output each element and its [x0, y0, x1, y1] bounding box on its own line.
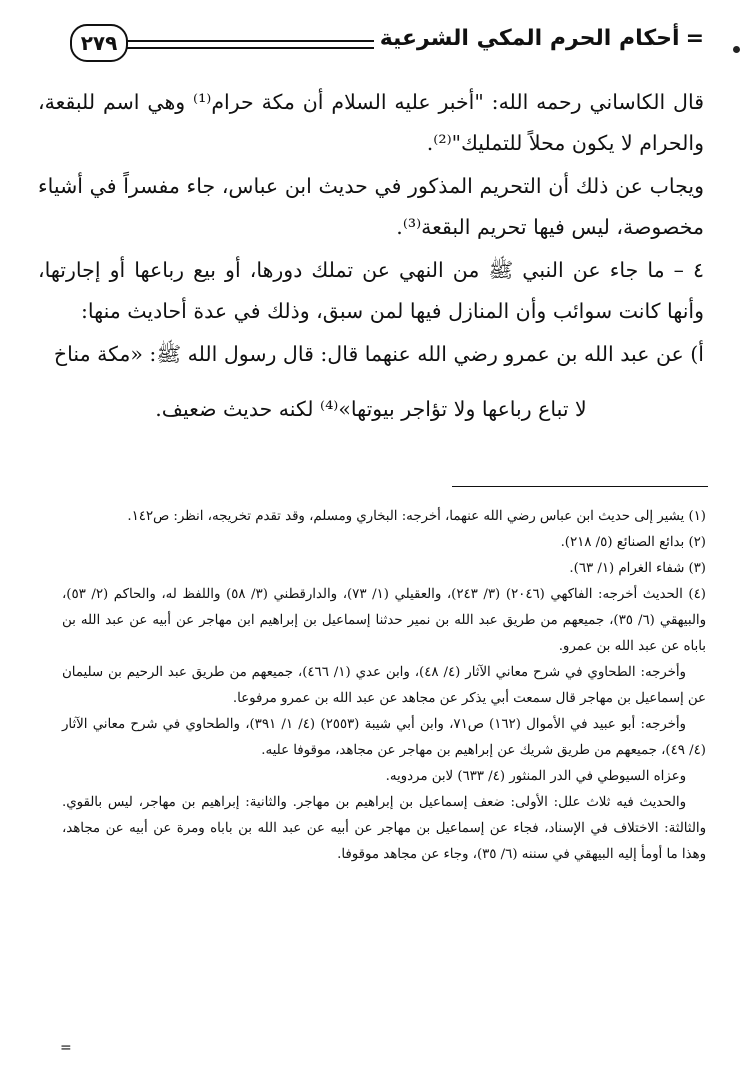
- body-paragraph: قال الكاساني رحمه الله: "أخبر عليه السلام أن مكة حرام⁽¹⁾ وهي اسم للبقعة، والحرام لا يكون محلاً للتمليك"⁽²⁾.: [38, 90, 704, 155]
- footnote: (٣) شفاء الغرام (١/ ٦٣).: [569, 561, 706, 576]
- body-paragraph-last: لا تباع رباعها ولا تؤاجر بيوتها»⁽⁴⁾ لكنه حديث ضعيف.: [155, 397, 587, 421]
- header-dash: =: [685, 26, 704, 51]
- footnote: (١) يشير إلى حديث ابن عباس رضي الله عنهما، أخرجه: البخاري ومسلم، وقد تقدم تخريجه، انظر: ص١٤٢.: [127, 509, 706, 524]
- footnote-continuation: وأخرجه: أبو عبيد في الأموال (١٦٢) ص٧١، وابن أبي شيبة (٢٥٥٣) (٤/ ١/ ٣٩١)، والطحاوي في شرح معاني الآثار (٤/ ٤٩)، جميعهم من طريق شريك عن إبراهيم بن مهاجر عن مجاهد، موقوفا عليه.: [62, 717, 706, 758]
- page-bottom-mark: =: [60, 1040, 72, 1056]
- footnote-continuation: وعزاه السيوطي في الدر المنثور (٤/ ٦٣٣) لابن مردويه.: [385, 769, 686, 784]
- footnote-separator: [452, 486, 708, 487]
- page-title: [374, 26, 710, 51]
- body-paragraph: ويجاب عن ذلك أن التحريم المذكور في حديث ابن عباس، جاء مفسراً في أشياء مخصوصة، ليس فيها تحريم البقعة⁽³⁾.: [38, 174, 704, 239]
- header-title-text: أحكام الحرم المكي الشرعية: [379, 26, 680, 51]
- footnote: (٢) بدائع الصنائع (٥/ ٢١٨).: [560, 535, 706, 550]
- footnotes: [62, 504, 706, 868]
- footnote-continuation: وأخرجه: الطحاوي في شرح معاني الآثار (٤/ ٤٨)، وابن عدي (١/ ٤٦٦)، جميعهم من طريق عبد الرحيم بن سليمان عن إسماعيل بن مهاجر قال سمعت أبي يذكر عن مجاهد عن عبد الله بن عمرو مرفوعا.: [62, 665, 706, 706]
- edge-mark: [733, 46, 740, 53]
- main-text: [38, 82, 704, 432]
- footnote-continuation: والحديث فيه ثلاث علل: الأولى: ضعف إسماعيل بن إبراهيم بن مهاجر. والثانية: إبراهيم بن مهاجر، ليس بالقوي. والثالثة: الاختلاف في الإسناد، فجاء عن إسماعيل بن مهاجر عن أبيه عن عبد الله بن باباه ومرة عن أبيه عن مجاهد، وهذا ما أومأ إليه البيهقي في سننه (٦/ ٣٥)، وجاء عن مجاهد موقوفا.: [62, 795, 706, 862]
- footnote: (٤) الحديث أخرجه: الفاكهي (٢٠٤٦) (٣/ ٢٤٣)، والعقيلي (١/ ٧٣)، والدارقطني (٣/ ٥٨) واللفظ له، والحاكم (٢/ ٥٣)، والبيهقي (٦/ ٣٥)، جميعهم من طريق عبد الله بن نمير حدثنا إسماعيل بن إبراهيم ابن مهاجر عن أبيه عن عبد الله بن باباه عن عبد الله بن عمرو.: [62, 587, 706, 654]
- body-paragraph: ٤ – ما جاء عن النبي ﷺ من النهي عن تملك دورها، أو بيع رباعها أو إجارتها، وأنها كانت سوائب وأن المنازل فيها لمن سبق، وذلك في عدة أحاديث منها:: [38, 258, 704, 323]
- page-number: ٢٧٩: [70, 24, 128, 62]
- body-paragraph: أ) عن عبد الله بن عمرو رضي الله عنهما قال: قال رسول الله ﷺ: «مكة مناخ: [53, 342, 704, 366]
- running-header: [70, 20, 710, 70]
